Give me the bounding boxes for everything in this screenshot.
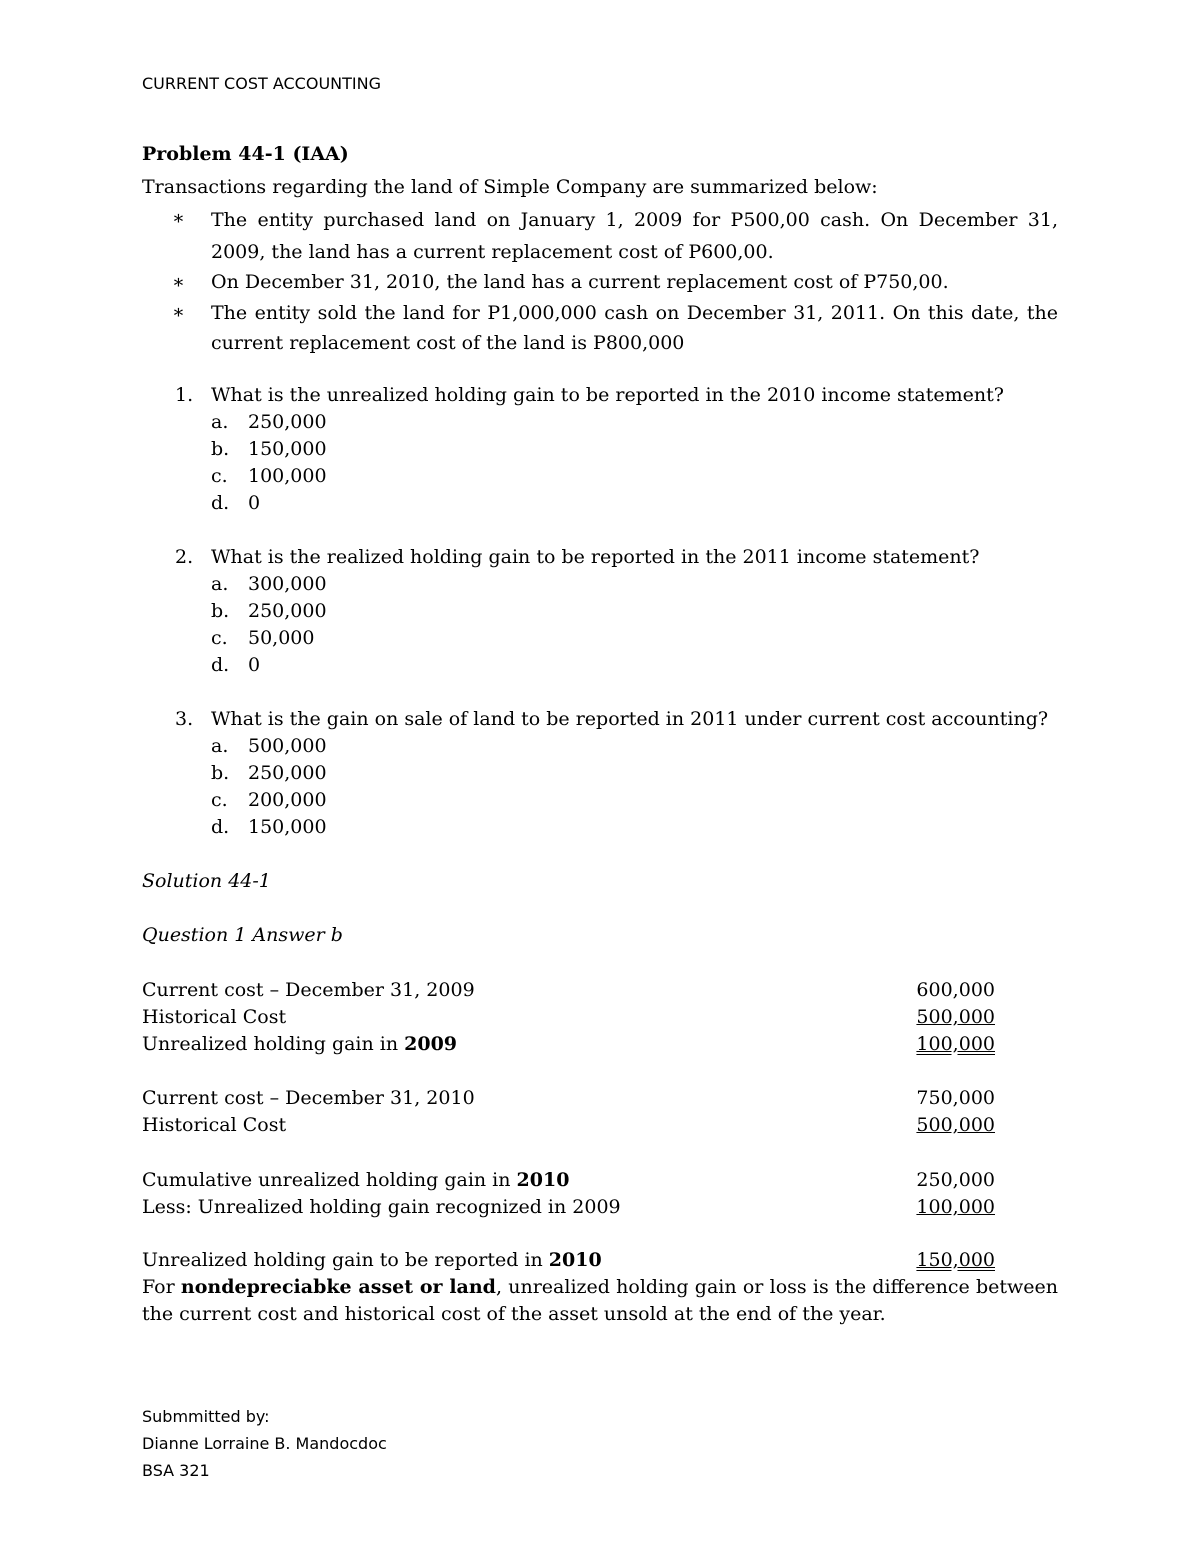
option-letter: d. [211, 816, 230, 838]
solution-row-label: Less: Unrealized holding gain recognized in 2009 [142, 1196, 621, 1218]
bullet-item [142, 298, 1058, 358]
bullet-item [142, 204, 1058, 268]
option-letter: b. [211, 762, 230, 784]
option-letter: a. [211, 573, 229, 595]
question-text: What is the realized holding gain to be reported in the 2011 income statement? [211, 546, 980, 568]
question-text: What is the gain on sale of land to be reported in 2011 under current cost accounting? [211, 708, 1049, 730]
solution-row-amount: 600,000 [916, 979, 995, 1001]
bullet-text: On December 31, 2010, the land has a current replacement cost of P750,00. [211, 271, 949, 293]
question-number: 3. [175, 708, 194, 730]
option-value: 250,000 [248, 762, 327, 784]
option-letter: d. [211, 492, 230, 514]
asterisk-bullet-icon: ∗ [172, 207, 185, 229]
option-letter: c. [211, 465, 228, 487]
option-value: 50,000 [248, 627, 315, 649]
option-letter: c. [211, 789, 228, 811]
solution-row-label: Cumulative unrealized holding gain in 2010 [142, 1169, 570, 1191]
option-letter: a. [211, 735, 229, 757]
year-emphasis: 2010 [516, 1169, 570, 1191]
option-letter: c. [211, 627, 228, 649]
option-value: 0 [248, 492, 261, 514]
author-name: Dianne Lorraine B. Mandocdoc [142, 1434, 387, 1453]
asterisk-bullet-icon: ∗ [172, 271, 185, 293]
year-emphasis: 2010 [548, 1249, 602, 1271]
question-text: What is the unrealized holding gain to be reported in the 2010 income statement? [211, 384, 1004, 406]
year-emphasis: 2009 [404, 1033, 458, 1055]
option-value: 150,000 [248, 438, 327, 460]
solution-row-amount: 100,000 [916, 1033, 995, 1055]
solution-row-label: Current cost – December 31, 2010 [142, 1087, 475, 1109]
answer-label: Question 1 Answer b [142, 924, 343, 946]
option-value: 200,000 [248, 789, 327, 811]
solution-row-amount: 150,000 [916, 1249, 995, 1271]
page-header: CURRENT COST ACCOUNTING [142, 74, 381, 93]
asterisk-bullet-icon: ∗ [172, 301, 185, 323]
bullet-text: The entity sold the land for P1,000,000 cash on December 31, 2011. On this date, the current replacement cost of the land is P800,000 [211, 302, 1058, 354]
solution-row-amount: 750,000 [916, 1087, 995, 1109]
option-value: 250,000 [248, 411, 327, 433]
option-letter: b. [211, 600, 230, 622]
author-section: BSA 321 [142, 1461, 210, 1480]
option-letter: a. [211, 411, 229, 433]
solution-note: For nondepreciabke asset or land, unrealized holding gain or loss is the difference between the current cost and historical cost of the asset unsold at the end of the year. [142, 1276, 1059, 1325]
bullet-item [142, 268, 1058, 296]
solution-row-amount: 250,000 [916, 1169, 995, 1191]
solution-title: Solution 44-1 [142, 870, 271, 892]
solution-row-label: Current cost – December 31, 2009 [142, 979, 475, 1001]
option-letter: b. [211, 438, 230, 460]
problem-intro: Transactions regarding the land of Simple Company are summarized below: [142, 176, 878, 198]
option-value: 100,000 [248, 465, 327, 487]
question-number: 1. [175, 384, 194, 406]
solution-row-amount: 100,000 [916, 1196, 995, 1218]
solution-row-label: Historical Cost [142, 1114, 287, 1136]
solution-row-label: Unrealized holding gain in 2009 [142, 1033, 458, 1055]
option-value: 500,000 [248, 735, 327, 757]
solution-row-label: Historical Cost [142, 1006, 287, 1028]
bullet-text: The entity purchased land on January 1, 2009 for P500,00 cash. On December 31, 2009, the land has a current replacement cost of P600,00. [211, 209, 1058, 263]
option-value: 0 [248, 654, 261, 676]
note-emphasis: nondepreciabke asset or land [180, 1276, 496, 1298]
submitted-by-label: Submmitted by: [142, 1407, 270, 1426]
solution-row-amount: 500,000 [916, 1006, 995, 1028]
option-value: 250,000 [248, 600, 327, 622]
option-value: 150,000 [248, 816, 327, 838]
solution-row-label: Unrealized holding gain to be reported in 2010 [142, 1249, 602, 1271]
option-value: 300,000 [248, 573, 327, 595]
problem-title: Problem 44-1 (IAA) [142, 143, 349, 165]
question-number: 2. [175, 546, 194, 568]
solution-row-amount: 500,000 [916, 1114, 995, 1136]
option-letter: d. [211, 654, 230, 676]
